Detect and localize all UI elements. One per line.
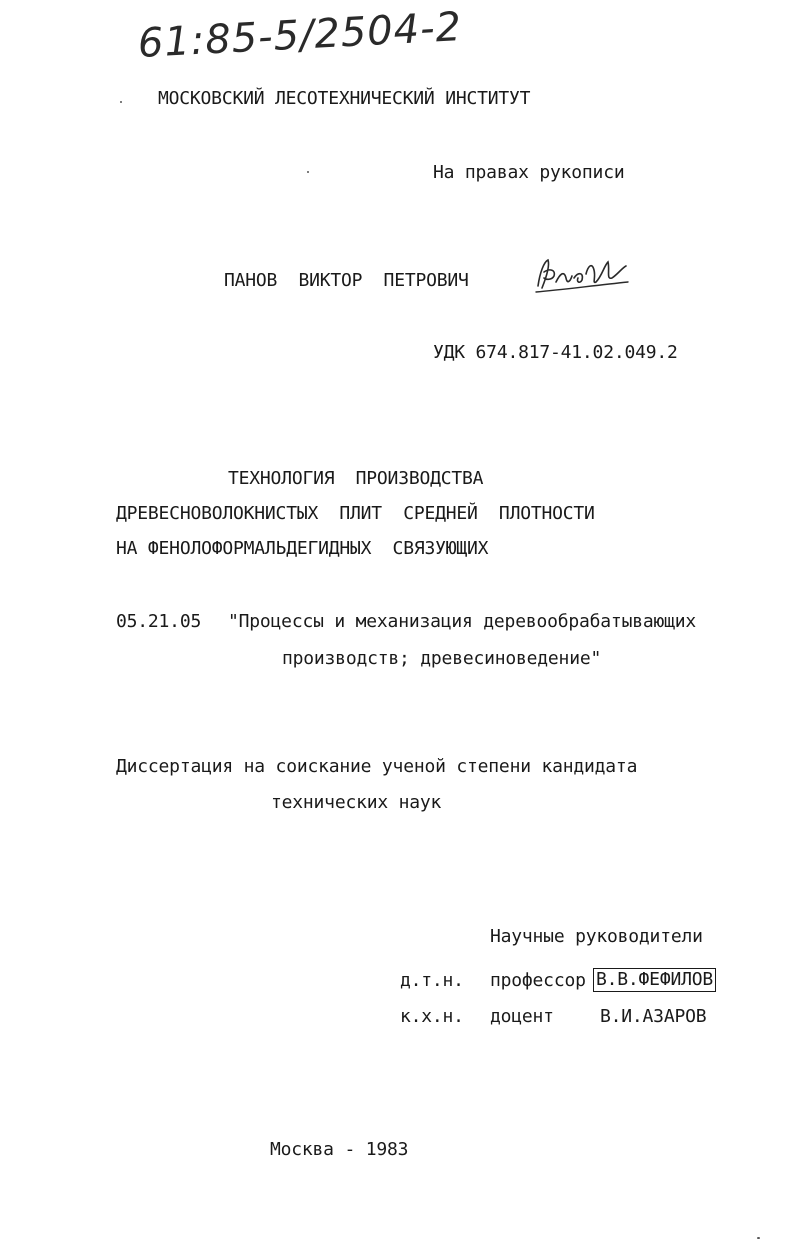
author-name: ПАНОВ ВИКТОР ПЕТРОВИЧ — [224, 270, 469, 291]
title-line-2: ДРЕВЕСНОВОЛОКНИСТЫХ ПЛИТ СРЕДНЕЙ ПЛОТНОСТИ — [116, 503, 595, 524]
title-line-1: ТЕХНОЛОГИЯ ПРОИЗВОДСТВА — [228, 468, 484, 489]
udc-code: УДК 674.817-41.02.049.2 — [433, 342, 678, 363]
supervisor-2-degree: к.х.н. — [400, 1006, 464, 1027]
degree-line-1: Диссертация на соискание ученой степени кандидата — [116, 756, 638, 777]
institute-name: МОСКОВСКИЙ ЛЕСОТЕХНИЧЕСКИЙ ИНСТИТУТ — [158, 88, 531, 109]
supervisor-1-degree: д.т.н. — [400, 970, 464, 991]
degree-line-2: технических наук — [271, 792, 442, 813]
title-line-3: НА ФЕНОЛОФОРМАЛЬДЕГИДНЫХ СВЯЗУЮЩИХ — [116, 538, 489, 559]
scan-speck — [307, 171, 309, 173]
scan-speck — [757, 1237, 760, 1239]
scan-speck — [120, 101, 122, 103]
archive-number: 61:85-5/2504-2 — [136, 4, 464, 67]
rights-note: На правах рукописи — [433, 162, 625, 183]
author-signature — [530, 252, 640, 300]
city-year: Москва - 1983 — [270, 1139, 409, 1160]
supervisor-2-title: доцент — [490, 1006, 554, 1027]
supervisors-heading: Научные руководители — [490, 926, 703, 947]
specialty-name-line-1: "Процессы и механизация деревообрабатывающих — [228, 611, 697, 632]
specialty-name-line-2: производств; древесиноведение" — [282, 648, 602, 669]
supervisor-2-name: В.И.АЗАРОВ — [600, 1006, 707, 1027]
specialty-code: 05.21.05 — [116, 611, 202, 632]
supervisor-1-name: В.В.ФЕФИЛОВ — [593, 968, 716, 992]
supervisor-1-title: профессор — [490, 970, 586, 991]
